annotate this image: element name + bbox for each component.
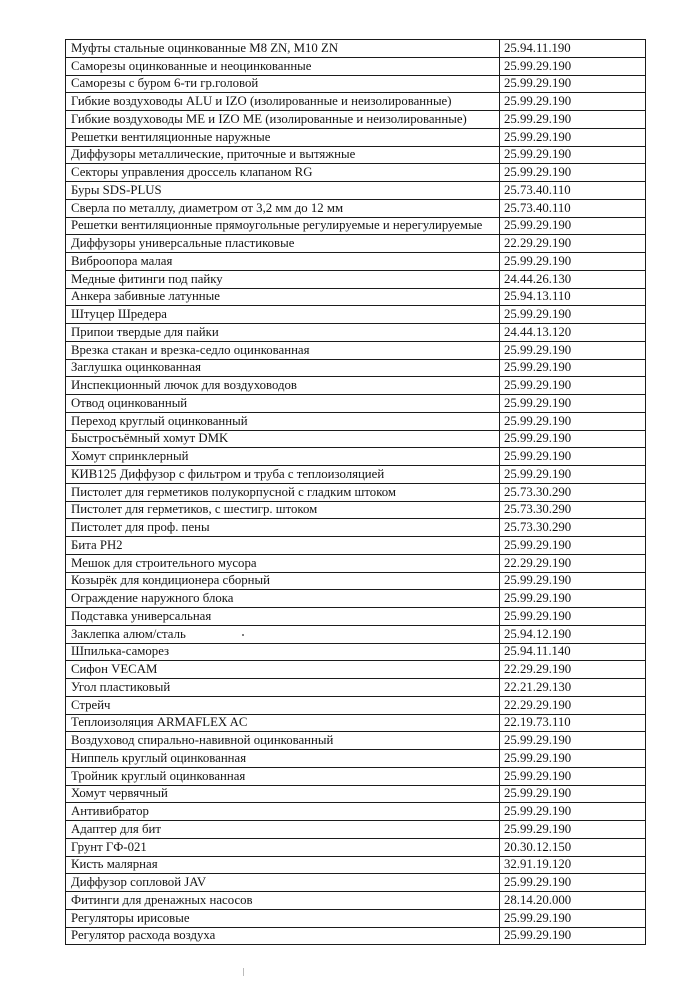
item-code-cell: 25.99.29.190 <box>500 803 646 821</box>
item-code-cell: 25.99.29.190 <box>500 590 646 608</box>
item-code-cell: 25.99.29.190 <box>500 909 646 927</box>
item-code-cell: 25.99.29.190 <box>500 537 646 555</box>
table-row <box>66 892 646 910</box>
table-row <box>66 430 646 448</box>
item-code-cell: 25.99.29.190 <box>500 448 646 466</box>
item-name-cell: Диффузор сопловой JAV <box>66 874 500 892</box>
item-name-cell: Подставка универсальная <box>66 608 500 626</box>
item-name-cell: Диффузоры универсальные пластиковые <box>66 235 500 253</box>
item-name-cell: КИВ125 Диффузор с фильтром и труба с теплоизоляцией <box>66 466 500 484</box>
item-name-cell: Теплоизоляция ARMAFLEX AC <box>66 714 500 732</box>
table-row <box>66 40 646 58</box>
item-name-cell: Саморезы оцинкованные и неоцинкованные <box>66 57 500 75</box>
item-name-cell: Заклепка алюм/сталь <box>66 625 500 643</box>
item-name-cell: Врезка стакан и врезка-седло оцинкованная <box>66 341 500 359</box>
table-row <box>66 217 646 235</box>
table-row <box>66 572 646 590</box>
item-code-cell: 25.73.40.110 <box>500 199 646 217</box>
table-row <box>66 590 646 608</box>
table-row <box>66 909 646 927</box>
table-row <box>66 785 646 803</box>
item-name-cell: Пистолет для проф. пены <box>66 519 500 537</box>
table-row <box>66 803 646 821</box>
table-row <box>66 111 646 129</box>
item-code-cell: 25.99.29.190 <box>500 821 646 839</box>
table-row <box>66 821 646 839</box>
item-code-cell: 25.99.29.190 <box>500 466 646 484</box>
table-row <box>66 608 646 626</box>
item-name-cell: Регуляторы ирисовые <box>66 909 500 927</box>
item-code-cell: 25.99.29.190 <box>500 359 646 377</box>
table-row <box>66 927 646 945</box>
item-name-cell: Кисть малярная <box>66 856 500 874</box>
item-name-cell: Хомут спринклерный <box>66 448 500 466</box>
item-code-cell: 25.99.29.190 <box>500 146 646 164</box>
table-row <box>66 395 646 413</box>
table-row <box>66 288 646 306</box>
item-name-cell: Буры SDS-PLUS <box>66 182 500 200</box>
item-code-cell: 25.99.29.190 <box>500 874 646 892</box>
table-row <box>66 501 646 519</box>
table-row <box>66 750 646 768</box>
item-code-cell: 25.99.29.190 <box>500 412 646 430</box>
item-code-cell: 25.99.29.190 <box>500 767 646 785</box>
item-name-cell: Бита PH2 <box>66 537 500 555</box>
item-code-cell: 25.73.30.290 <box>500 483 646 501</box>
item-name-cell: Пистолет для герметиков полукорпусной с гладким штоком <box>66 483 500 501</box>
item-code-cell: 25.73.30.290 <box>500 519 646 537</box>
item-code-cell: 22.19.73.110 <box>500 714 646 732</box>
item-code-cell: 25.99.29.190 <box>500 217 646 235</box>
table-row <box>66 57 646 75</box>
table-row <box>66 235 646 253</box>
item-code-cell: 25.99.29.190 <box>500 608 646 626</box>
item-name-cell: Воздуховод спирально-навивной оцинкованный <box>66 732 500 750</box>
item-code-cell: 25.99.29.190 <box>500 377 646 395</box>
item-name-cell: Секторы управления дроссель клапаном RG <box>66 164 500 182</box>
item-name-cell: Антивибратор <box>66 803 500 821</box>
item-code-cell: 25.73.30.290 <box>500 501 646 519</box>
item-name-cell: Угол пластиковый <box>66 679 500 697</box>
item-code-cell: 25.99.29.190 <box>500 111 646 129</box>
table-row <box>66 679 646 697</box>
item-name-cell: Хомут червячный <box>66 785 500 803</box>
table-row <box>66 324 646 342</box>
table-row <box>66 128 646 146</box>
item-code-cell: 25.99.29.190 <box>500 128 646 146</box>
item-code-cell: 28.14.20.000 <box>500 892 646 910</box>
item-name-cell: Ограждение наружного блока <box>66 590 500 608</box>
table-row <box>66 537 646 555</box>
item-code-cell: 25.99.29.190 <box>500 306 646 324</box>
item-name-cell: Пистолет для герметиков, с шестигр. штоком <box>66 501 500 519</box>
item-name-cell: Отвод оцинкованный <box>66 395 500 413</box>
item-code-cell: 25.99.29.190 <box>500 750 646 768</box>
item-name-cell: Ниппель круглый оцинкованная <box>66 750 500 768</box>
item-code-cell: 25.94.11.140 <box>500 643 646 661</box>
table-row <box>66 732 646 750</box>
item-name-cell: Заглушка оцинкованная <box>66 359 500 377</box>
item-name-cell: Решетки вентиляционные наружные <box>66 128 500 146</box>
scan-mark <box>243 968 244 976</box>
item-code-cell: 25.94.13.110 <box>500 288 646 306</box>
item-name-cell: Быстросъёмный хомут DMK <box>66 430 500 448</box>
item-code-cell: 25.99.29.190 <box>500 430 646 448</box>
item-name-cell: Анкера забивные латунные <box>66 288 500 306</box>
table-row <box>66 696 646 714</box>
item-code-cell: 25.99.29.190 <box>500 75 646 93</box>
item-name-cell: Медные фитинги под пайку <box>66 270 500 288</box>
item-code-cell: 25.99.29.190 <box>500 732 646 750</box>
item-code-cell: 24.44.13.120 <box>500 324 646 342</box>
item-name-cell: Штуцер Шредера <box>66 306 500 324</box>
table-body <box>66 40 646 945</box>
table-row <box>66 377 646 395</box>
item-code-cell: 25.99.29.190 <box>500 253 646 271</box>
item-name-cell: Шпилька-саморез <box>66 643 500 661</box>
item-name-cell: Фитинги для дренажных насосов <box>66 892 500 910</box>
table-row <box>66 661 646 679</box>
table-row <box>66 253 646 271</box>
table-row <box>66 643 646 661</box>
item-name-cell: Грунт ГФ-021 <box>66 838 500 856</box>
item-code-cell: 20.30.12.150 <box>500 838 646 856</box>
item-name-cell: Тройник круглый оцинкованная <box>66 767 500 785</box>
table-row <box>66 838 646 856</box>
table-row <box>66 270 646 288</box>
item-name-cell: Гибкие воздуховоды ALU и IZO (изолированные и неизолированные) <box>66 93 500 111</box>
table-row <box>66 714 646 732</box>
item-code-cell: 25.99.29.190 <box>500 57 646 75</box>
table-row <box>66 554 646 572</box>
item-name-cell: Регулятор расхода воздуха <box>66 927 500 945</box>
table-row <box>66 199 646 217</box>
table-row <box>66 359 646 377</box>
item-code-cell: 22.29.29.190 <box>500 554 646 572</box>
item-name-cell: Припои твердые для пайки <box>66 324 500 342</box>
item-code-cell: 25.99.29.190 <box>500 785 646 803</box>
product-code-table <box>65 39 646 945</box>
item-code-cell: 22.29.29.190 <box>500 696 646 714</box>
item-code-cell: 22.21.29.130 <box>500 679 646 697</box>
table-row <box>66 466 646 484</box>
item-name-cell: Сифон VECAM <box>66 661 500 679</box>
item-code-cell: 22.29.29.190 <box>500 235 646 253</box>
table-row <box>66 146 646 164</box>
table-row <box>66 182 646 200</box>
item-code-cell: 25.99.29.190 <box>500 93 646 111</box>
item-name-cell: Переход круглый оцинкованный <box>66 412 500 430</box>
table-row <box>66 164 646 182</box>
table-row <box>66 874 646 892</box>
table-row <box>66 856 646 874</box>
item-code-cell: 25.99.29.190 <box>500 341 646 359</box>
item-name-cell: Решетки вентиляционные прямоугольные регулируемые и нерегулируемые <box>66 217 500 235</box>
item-name-cell: Диффузоры металлические, приточные и вытяжные <box>66 146 500 164</box>
table-row <box>66 306 646 324</box>
table-row <box>66 93 646 111</box>
table-row <box>66 412 646 430</box>
item-name-cell: Стрейч <box>66 696 500 714</box>
item-code-cell: 25.99.29.190 <box>500 927 646 945</box>
table-row <box>66 448 646 466</box>
item-name-cell: Инспекционный лючок для воздуховодов <box>66 377 500 395</box>
table-row <box>66 341 646 359</box>
item-name-cell: Саморезы с буром 6-ти гр.головой <box>66 75 500 93</box>
item-name-cell: Муфты стальные оцинкованные М8 ZN, М10 ZN <box>66 40 500 58</box>
table-row <box>66 75 646 93</box>
item-code-cell: 25.99.29.190 <box>500 572 646 590</box>
item-name-cell: Сверла по металлу, диаметром от 3,2 мм до 12 мм <box>66 199 500 217</box>
item-code-cell: 25.99.29.190 <box>500 164 646 182</box>
item-code-cell: 25.94.12.190 <box>500 625 646 643</box>
item-code-cell: 25.99.29.190 <box>500 395 646 413</box>
table-row <box>66 519 646 537</box>
item-code-cell: 25.73.40.110 <box>500 182 646 200</box>
item-name-cell: Виброопора малая <box>66 253 500 271</box>
table-row <box>66 767 646 785</box>
scan-speck <box>242 634 244 636</box>
item-code-cell: 32.91.19.120 <box>500 856 646 874</box>
item-code-cell: 25.94.11.190 <box>500 40 646 58</box>
table-row <box>66 483 646 501</box>
item-name-cell: Гибкие воздуховоды МЕ и IZO МЕ (изолированные и неизолированные) <box>66 111 500 129</box>
item-name-cell: Мешок для строительного мусора <box>66 554 500 572</box>
table-row <box>66 625 646 643</box>
item-code-cell: 24.44.26.130 <box>500 270 646 288</box>
item-name-cell: Адаптер для бит <box>66 821 500 839</box>
item-code-cell: 22.29.29.190 <box>500 661 646 679</box>
item-name-cell: Козырёк для кондиционера сборный <box>66 572 500 590</box>
